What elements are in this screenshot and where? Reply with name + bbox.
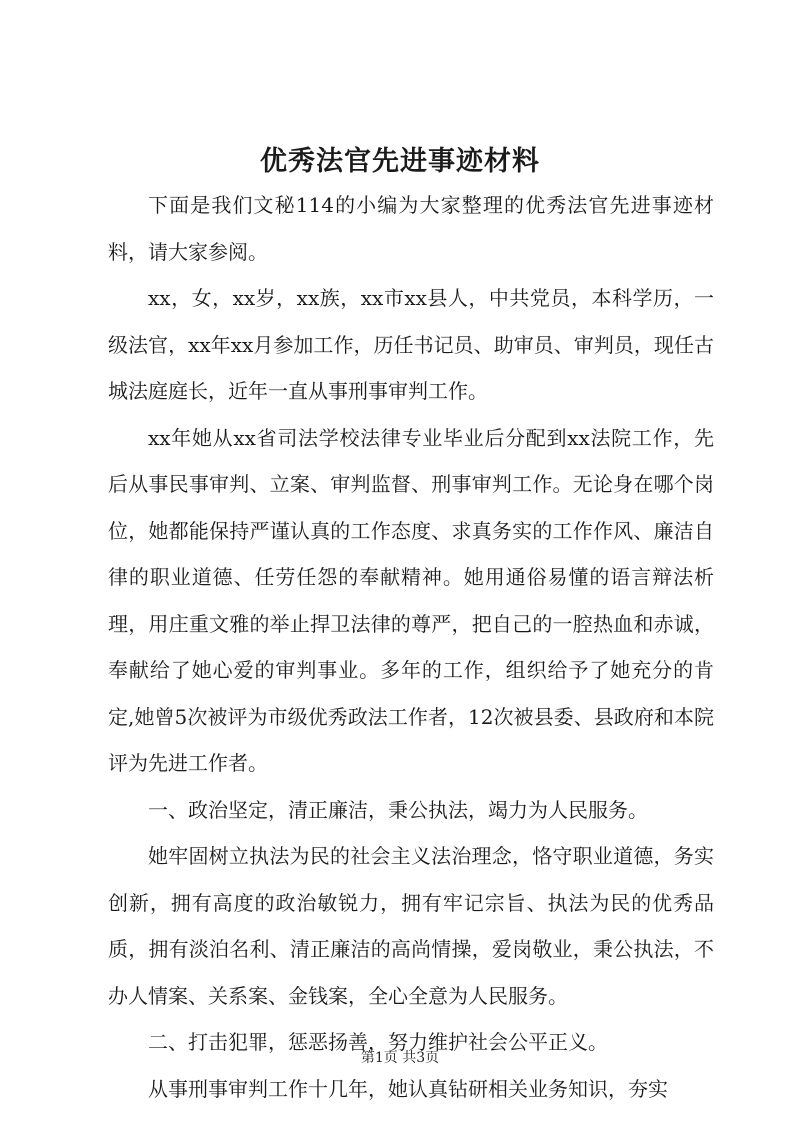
paragraph-section-1: 她牢固树立执法为民的社会主义法治理念，恪守职业道德，务实创新，拥有高度的政治敏锐力，拥有牢记宗旨、执法为民的优秀品质，拥有淡泊名利、清正廉洁的高尚情操，爱岗敬业，秉公执法，不办人情案、关系案、金钱案，全心全意为人民服务。: [108, 844, 714, 1008]
section-heading-1: 一、政治坚定，清正廉洁，秉公执法，竭力为人民服务。: [148, 797, 648, 822]
page-number-footer: 第1页 共3页: [360, 1050, 440, 1066]
section-heading-2: 二、打击犯罪，惩恶扬善，努力维护社会公平正义。: [148, 1030, 608, 1054]
paragraph-profile: xx，女，xx岁，xx族，xx市xx县人，中共党员，本科学历，一级法官，xx年xx月参加工作，历任书记员、助审员、审判员，现任古城法庭庭长，近年一直从事刑事审判工作。: [108, 286, 714, 403]
document-title: 优秀法官先进事迹材料: [260, 146, 540, 177]
document-body: [108, 182, 714, 1112]
paragraph-section-2: 从事刑事审判工作十几年，她认真钻研相关业务知识，夯实: [148, 1076, 668, 1101]
paragraph-intro: 下面是我们文秘114的小编为大家整理的优秀法官先进事迹材料，请大家参阅。: [108, 193, 714, 264]
paragraph-career: xx年她从xx省司法学校法律专业毕业后分配到xx法院工作，先后从事民事审判、立案、审判监督、刑事审判工作。无论身在哪个岗位，她都能保持严谨认真的工作态度、求真务实的工作作风、廉洁自律的职业道德、任劳任怨的奉献精神。她用通俗易懂的语言辩法析理，用庄重文雅的举止捍卫法律的尊严，把自己的一腔热血和赤诚，奉献给了她心爱的审判事业。多年的工作，组织给予了她充分的肯定,她曾5次被评为市级优秀政法工作者，12次被县委、县政府和本院评为先进工作者。: [108, 425, 714, 775]
